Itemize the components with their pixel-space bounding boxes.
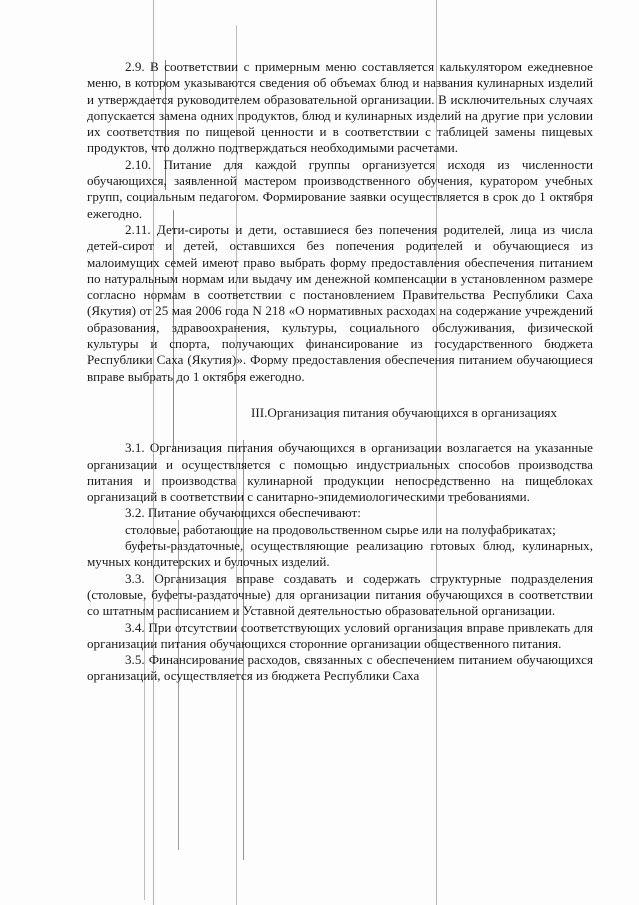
paragraph-3-2: 3.2. Питание обучающихся обеспечивают: [125, 505, 361, 521]
paragraph-3-5: 3.5. Финансирование расходов, связанных с обеспечением питанием обучающихся организаций, осуществляется из бюджета Республики Саха [87, 652, 593, 684]
paragraph-2-10: 2.10. Питание для каждой группы организуется исходя из численности обучающихся, заявленной мастером производственного обучения, куратором учебных групп, социальным педагогом. Формирование заявки осуществляется в срок до 1 октября ежегодно. [87, 156, 593, 221]
paragraph-2-9: 2.9. В соответствии с примерным меню составляется калькулятором ежедневное меню, в котором указываются сведения об объемах блюд и названия кулинарных изделий и утверждается руководителем образовательной организации. В исключительных случаях допускается замена одних продуктов, блюд и кулинарных изделий на другие при условии их соответствия по пищевой ценности и в соответствии с таблицей замены пищевых продуктов, что должно подтверждаться необходимыми расчетами. [87, 59, 593, 156]
paragraph-2-11: 2.11. Дети-сироты и дети, оставшиеся без попечения родителей, лица из числа детей-сирот и детей, оставшихся без попечения родителей и обучающиеся из малоимущих семей имеют право выбрать форму предоставления обеспечения питанием по натуральным нормам или выдачу им денежной компенсации в установленном размере согласно нормам в соответствии с постановлением Правительства Республики Саха (Якутия) от 25 мая 2006 года N 218 «О нормативных расходах на содержание учреждений образования, здравоохранения, культуры, социального обслуживания, физической культуры и спорта, получающих финансирование из государственного бюджета Республики Саха (Якутия)». Форму предоставления обеспечения питанием обучающиеся вправе выбрать до 1 октября ежегодно. [87, 221, 593, 384]
paragraph-3-2-buffets: буфеты-раздаточные, осуществляющие реализацию готовых блюд, кулинарных, мучных кондитерских и булочных изделий. [87, 538, 593, 570]
paragraph-3-1: 3.1. Организация питания обучающихся в организации возлагается на указанные организации и осуществляется с помощью индустриальных способов производства питания и производства кулинарной продукции непосредственно на пищеблоках организаций в соответствии с санитарно-эпидемиологическими требованиями. [87, 440, 593, 505]
section-heading: III.Организация питания обучающихся в организациях [251, 404, 557, 420]
paragraph-3-2-canteens: столовые, работающие на продовольственном сырье или на полуфабрикатах; [125, 521, 556, 537]
paragraph-3-4: 3.4. При отсутствии соответствующих условий организация вправе привлекать для организации питания обучающихся сторонние организации общественного питания. [87, 619, 593, 651]
paragraph-3-3: 3.3. Организация вправе создавать и содержать структурные подразделения (столовые, буфеты-раздаточные) для организации питания обучающихся в соответствии со штатным расписанием и Уставной деятельностью образовательной организации. [87, 570, 593, 619]
document-body [87, 59, 593, 685]
